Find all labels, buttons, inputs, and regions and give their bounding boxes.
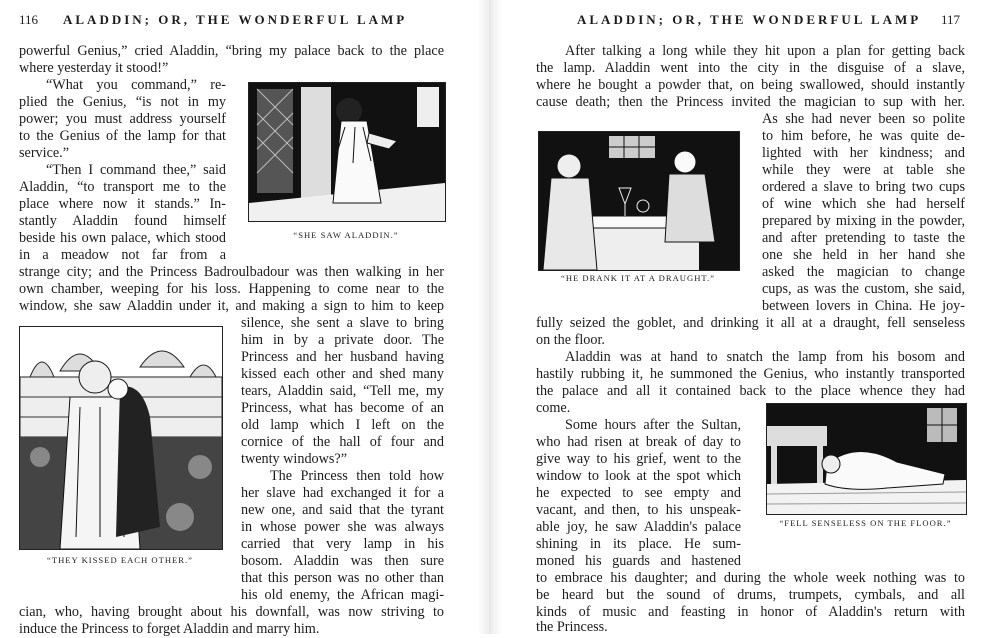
text-line: and after pretending to taste the [762, 230, 965, 246]
book-gutter [478, 0, 502, 634]
text-line: prepared by mixing in the powder, [762, 213, 965, 229]
text-line: the Princess. [536, 619, 608, 635]
text-line: own chamber, weeping for his loss. Happening to come near to the [19, 281, 444, 297]
text-line: hastily rubbing it, he summoned the Genius, who instantly transported [536, 366, 965, 382]
text-line: plied the Genius, “is not in my [19, 94, 226, 110]
text-line: in whose power she was always [241, 519, 444, 535]
text-line: The Princess then told how [270, 468, 444, 484]
illustration-he-drank-it [538, 131, 740, 271]
text-line: where yesterday it stood!” [19, 60, 169, 76]
text-line: old lamp which I left on the [241, 417, 444, 433]
text-line: silence, she sent a slave to bring [241, 315, 444, 331]
text-line: lighted with her kindness; and [762, 145, 965, 161]
text-line: Princess, what has become of an [241, 400, 444, 416]
text-line: place where now it stands.” In- [19, 196, 226, 212]
page-number-right: 117 [941, 12, 961, 27]
text-line: twenty windows?” [241, 451, 347, 467]
text-line: As she had never been so polite [762, 111, 965, 127]
text-line: cups, as was the custom, she said, [762, 281, 965, 297]
text-line: him in by a private door. The [241, 332, 444, 348]
text-line: on the floor. [536, 332, 605, 348]
text-line: asked the magician to change [762, 264, 965, 280]
text-line: bosom. Aladdin was then sure [241, 553, 444, 569]
text-line: Some hours after the Sultan, [565, 417, 741, 433]
text-line: carried that very lamp in his [241, 536, 444, 552]
text-line: his old enemy, the African magi- [241, 587, 444, 603]
text-line: strange city; and the Princess Badroulbadour was then walking in her [19, 264, 444, 280]
text-line: service.” [19, 145, 70, 161]
illustration-they-kissed-each-other [19, 326, 223, 550]
running-head-right: ALADDIN; OR, THE WONDERFUL LAMP [577, 12, 922, 27]
text-line: her slave had exchanged it for a [241, 485, 444, 501]
text-line: the lamp. Aladdin went into the city in the disguise of a slave, [536, 60, 965, 76]
text-line: beside his own palace, which stood [19, 230, 226, 246]
text-line: Aladdin, “to transport me to the [19, 179, 226, 195]
text-line: in a meadow not far from a [19, 247, 226, 263]
text-line: tears, Aladdin said, “Tell me, my [241, 383, 444, 399]
left-page [0, 0, 480, 637]
text-line: who had risen at break of day to [536, 434, 741, 450]
text-line: able joy, he saw Aladdin's palace [536, 519, 741, 535]
text-line: between lovers in China. He joy- [762, 298, 965, 314]
text-line: one she held in her hand she [762, 247, 965, 263]
text-line: fully seized the goblet, and drinking it all at a draught, fell senseless [536, 315, 965, 331]
text-line: that this person was no other than [241, 570, 444, 586]
text-line: kinds of music and feasting in honor of Aladdin's return with [536, 604, 965, 620]
text-line: kissed each other and shed many [241, 366, 444, 382]
page-number-left: 116 [19, 12, 39, 27]
caption-fell-senseless: “FELL SENSELESS ON THE FLOOR.” [779, 518, 952, 528]
illustration-fell-senseless [766, 403, 967, 515]
text-line: moned his guards and hastened [536, 553, 741, 569]
text-line: where he bought a powder that, on being swallowed, should instantly [536, 77, 965, 93]
text-line: After talking a long while they hit upon a plan for getting back [565, 43, 965, 59]
illustration-she-saw-aladdin [248, 82, 446, 222]
text-line: to embrace his daughter; and during the whole week nothing was to [536, 570, 965, 586]
caption-they-kissed-each-other: “THEY KISSED EACH OTHER.” [47, 555, 193, 565]
text-line: the palace and all it contained back to the place whence they had [536, 383, 965, 399]
text-line: vacant, and then, to his unspeak- [536, 502, 741, 518]
text-line: window to look at the spot which [536, 468, 741, 484]
text-line: to him before, he was quite de- [762, 128, 965, 144]
text-line: to the Genius of the lamp for that [19, 128, 226, 144]
running-head-left: ALADDIN; OR, THE WONDERFUL LAMP [63, 12, 408, 27]
text-line: cian, who, having brought about his downfall, was now striving to [19, 604, 444, 620]
text-line: he expected to see empty and [536, 485, 741, 501]
text-line: ordered a slave to bring two cups [762, 179, 965, 195]
text-line: Princess and her husband having [241, 349, 444, 365]
text-line: “What you command,” re- [46, 77, 226, 93]
text-line: shining in its place. He sum- [536, 536, 741, 552]
text-line: stantly Aladdin found himself [19, 213, 226, 229]
text-line: come. [536, 400, 571, 416]
text-line: powerful Genius,” cried Aladdin, “bring my palace back to the place [19, 43, 444, 59]
text-line: window, she saw Aladdin under it, and making a sign to him to keep [19, 298, 444, 314]
text-line: “Then I command thee,” said [46, 162, 226, 178]
text-line: Aladdin was at hand to snatch the lamp from his bosom and [565, 349, 965, 365]
right-page [500, 0, 981, 634]
text-line: new one, and said that the tyrant [241, 502, 444, 518]
text-line: cause death; then the Princess invited the magician to sup with her. [536, 94, 965, 110]
text-line: induce the Princess to forget Aladdin and marry him. [19, 621, 320, 637]
text-line: be heard but the sound of drums, trumpets, cymbals, and all [536, 587, 965, 603]
text-line: of wine which she had herself [762, 196, 965, 212]
caption-he-drank-it: “HE DRANK IT AT A DRAUGHT.” [561, 273, 715, 283]
text-line: while they were at table she [762, 162, 965, 178]
text-line: power; you must address yourself [19, 111, 226, 127]
text-line: cornice of the hall of four and [241, 434, 444, 450]
caption-she-saw-aladdin: “SHE SAW ALADDIN.” [293, 230, 399, 240]
text-line: give way to his grief, went to the [536, 451, 741, 467]
